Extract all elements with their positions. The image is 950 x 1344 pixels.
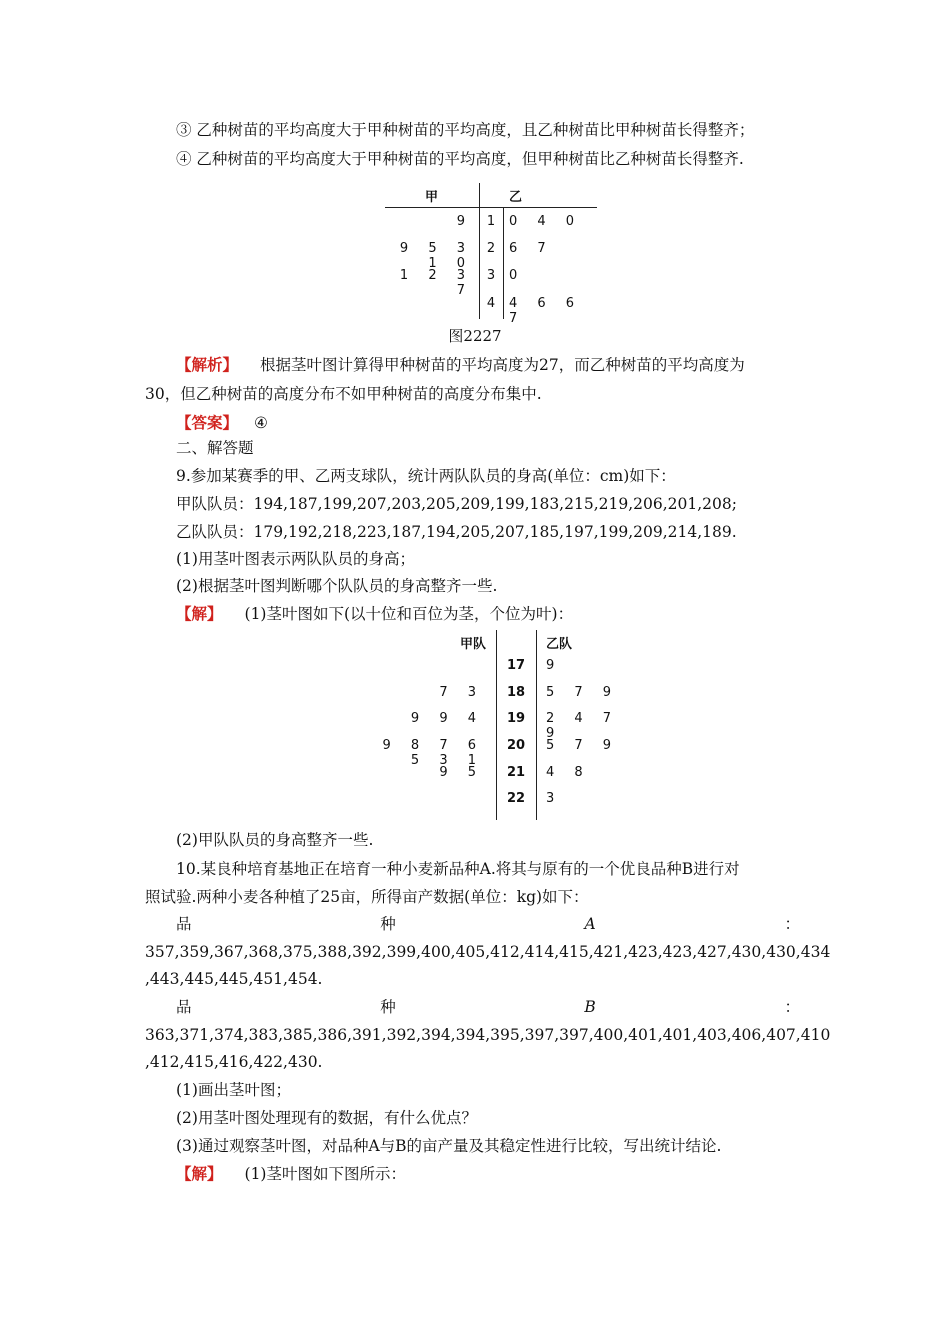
q10-variety-b-label xyxy=(176,996,800,1018)
fig1-row xyxy=(385,241,597,271)
q10-line-1: 10.某良种培育基地正在培育一种小麦新品种A.将其与原有的一个优良品种B进行对 xyxy=(176,860,740,878)
q10-a-word-1: 品 xyxy=(176,915,192,933)
fig2-right-leaves: 2 4 7 9 xyxy=(546,711,620,741)
q9-solution-tag: 【解】 xyxy=(176,604,223,623)
fig2-left-leaves: 9 9 4 xyxy=(410,711,484,726)
q10-b-data-1: 363,371,374,383,385,386,391,392,394,394,395,397,397,400,401,401,403,406,407,410 xyxy=(145,1026,831,1044)
q10-b-word-2: 种 xyxy=(380,998,396,1016)
analysis-line-2: 30，但乙种树苗的高度分布不如甲种树苗的高度分布集中. xyxy=(145,385,542,403)
fig1-stem: 3 xyxy=(486,268,496,283)
q10-line-2: 照试验.两种小麦各种植了25亩，所得亩产数据(单位：kg)如下： xyxy=(145,888,589,906)
fig2-right-leaves: 9 xyxy=(546,658,563,673)
fig2-right-header: 乙队 xyxy=(546,637,573,652)
fig1-row xyxy=(385,268,597,298)
fig1-stem: 1 xyxy=(486,214,496,229)
fig1-right-header: 乙 xyxy=(509,190,523,205)
fig2-row xyxy=(380,685,620,705)
fig1-header-rule xyxy=(385,207,597,208)
statement-3: ③ 乙种树苗的平均高度大于甲种树苗的平均高度，且乙种树苗比甲种树苗长得整齐； xyxy=(176,121,755,139)
q9-part-2: (2)根据茎叶图判断哪个队队员的身高整齐一些. xyxy=(176,577,498,595)
q9-stem: 9.参加某赛季的甲、乙两支球队，统计两队队员的身高(单位：cm)如下： xyxy=(176,467,676,485)
fig2-row xyxy=(380,711,620,741)
q10-a-word-3: A xyxy=(584,915,596,933)
fig1-stem: 4 xyxy=(486,296,496,311)
q10-part-2: (2)用茎叶图处理现有的数据，有什么优点？ xyxy=(176,1109,477,1127)
fig2-left-leaves: 7 3 xyxy=(439,685,484,700)
fig1-right-leaves: 0 xyxy=(509,268,526,283)
fig2-left-header: 甲队 xyxy=(460,637,487,652)
stem-leaf-figure-1 xyxy=(385,183,597,326)
fig2-row xyxy=(380,765,620,785)
fig2-stem: 20 xyxy=(506,738,526,753)
fig1-left-leaves: 9 xyxy=(456,214,473,229)
fig2-stem: 18 xyxy=(506,685,526,700)
fig1-right-leaves: 4 6 6 7 xyxy=(509,296,583,326)
fig1-left-leaves: 1 2 3 7 xyxy=(399,268,473,298)
fig1-stem: 2 xyxy=(486,241,496,256)
fig2-row xyxy=(380,658,620,678)
fig2-row xyxy=(380,738,620,768)
fig1-right-leaves: 6 7 xyxy=(509,241,554,256)
q9-team-b: 乙队队员：179,192,218,223,187,194,205,207,185,197,199,209,214,189. xyxy=(176,523,737,541)
q10-a-word-4: ： xyxy=(784,915,800,933)
q10-a-word-2: 种 xyxy=(380,915,396,933)
fig1-left-leaves: 9 5 3 1 0 xyxy=(399,241,473,271)
answer-text: ④ xyxy=(254,414,268,432)
q9-team-a: 甲队队员：194,187,199,207,203,205,209,199,183,215,219,206,201,208; xyxy=(176,495,737,513)
q10-b-word-3: B xyxy=(584,998,596,1016)
q9-part-1: (1)用茎叶图表示两队队员的身高； xyxy=(176,550,415,568)
q10-a-data-1: 357,359,367,368,375,388,392,399,400,405,412,414,415,421,423,423,427,430,430,434 xyxy=(145,943,831,961)
fig2-right-leaves: 3 xyxy=(546,791,563,806)
fig2-right-leaves: 5 7 9 xyxy=(546,738,620,753)
stem-leaf-figure-2 xyxy=(380,630,620,820)
fig2-stem: 17 xyxy=(506,658,526,673)
section-heading: 二、解答题 xyxy=(176,439,254,457)
fig2-stem: 22 xyxy=(506,791,526,806)
q10-part-3: (3)通过观察茎叶图，对品种A与B的亩产量及其稳定性进行比较，写出统计结论. xyxy=(176,1137,722,1155)
q10-part-1: (1)画出茎叶图； xyxy=(176,1081,291,1099)
figure-caption: 图2227 xyxy=(448,327,502,345)
analysis-line-1 xyxy=(176,354,838,376)
fig1-row xyxy=(385,296,597,326)
fig2-right-leaves: 5 7 9 xyxy=(546,685,620,700)
fig1-row xyxy=(385,214,597,234)
fig2-right-leaves: 4 8 xyxy=(546,765,591,780)
q10-b-word-1: 品 xyxy=(176,998,192,1016)
analysis-text-1: 根据茎叶图计算得甲种树苗的平均高度为27，而乙种树苗的平均高度为 xyxy=(260,356,745,374)
statement-4: ④ 乙种树苗的平均高度大于甲种树苗的平均高度，但甲种树苗比乙种树苗长得整齐. xyxy=(176,150,744,168)
q10-solution-text: (1)茎叶图如下图所示： xyxy=(244,1165,406,1183)
fig1-left-header: 甲 xyxy=(425,190,439,205)
q10-b-word-4: ： xyxy=(784,998,800,1016)
q10-solution-line xyxy=(176,1163,838,1185)
analysis-tag: 【解析】 xyxy=(176,355,239,374)
answer-tag: 【答案】 xyxy=(176,413,239,432)
q10-variety-a-label xyxy=(176,913,800,935)
answer-line xyxy=(176,412,838,434)
fig2-left-leaves: 9 8 7 6 5 3 1 xyxy=(382,738,484,768)
q9-solution-text: (1)茎叶图如下(以十位和百位为茎，个位为叶)： xyxy=(244,605,574,623)
q9-solution-line xyxy=(176,603,838,625)
q10-solution-tag: 【解】 xyxy=(176,1164,223,1183)
fig1-right-leaves: 0 4 0 xyxy=(509,214,583,229)
fig2-stem: 19 xyxy=(506,711,526,726)
fig2-stem: 21 xyxy=(506,765,526,780)
fig2-row xyxy=(380,791,620,811)
q10-b-data-2: ,412,415,416,422,430. xyxy=(145,1053,323,1071)
q9-conclusion: (2)甲队队员的身高整齐一些. xyxy=(176,831,374,849)
fig2-left-leaves: 9 5 xyxy=(439,765,484,780)
q10-a-data-2: ,443,445,445,451,454. xyxy=(145,970,323,988)
